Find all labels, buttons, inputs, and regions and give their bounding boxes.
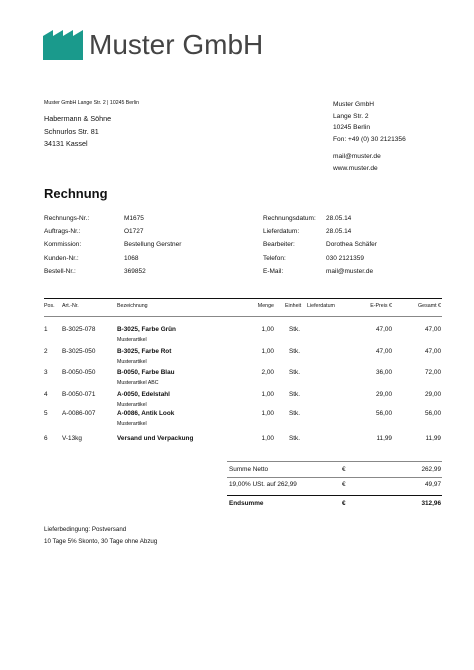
customer-number: 1068	[124, 254, 139, 262]
cell-description: B-3025, Farbe Rot	[117, 348, 172, 355]
meta-left-values	[124, 212, 181, 278]
cell-unit-price: 36,00	[376, 369, 392, 376]
totals-bottom-rule	[227, 495, 442, 496]
cell-quantity: 1,00	[261, 435, 274, 442]
cell-quantity: 2,00	[261, 369, 274, 376]
recipient-line: 34131 Kassel	[44, 139, 88, 148]
header-pos: Pos.	[44, 303, 55, 309]
cell-total: 56,00	[425, 410, 441, 417]
cell-unit: Stk.	[289, 391, 301, 398]
invoice-date: 28.05.14	[326, 215, 352, 222]
meta-label: Bearbeiter:	[263, 241, 295, 249]
cell-unit: Stk.	[289, 348, 301, 355]
tax-label: 19,00% USt. auf 262,99	[229, 481, 297, 488]
table-top-rule	[44, 298, 442, 299]
payment-terms: 10 Tage 5% Skonto, 30 Tage ohne Abzug	[44, 537, 158, 545]
cell-pos: 6	[44, 435, 48, 442]
company-phone: Fon: +49 (0) 30 2121356	[333, 136, 406, 144]
order-number: O1727	[124, 228, 144, 236]
cell-unit-price: 29,00	[376, 391, 392, 398]
company-address-line: Lange Str. 2	[333, 112, 369, 120]
cell-total: 72,00	[425, 369, 441, 376]
company-logo	[43, 29, 264, 65]
cell-quantity: 1,00	[261, 326, 274, 333]
meta-label: Lieferdatum:	[263, 228, 300, 236]
gross-currency: €	[342, 500, 346, 507]
cell-article-number: B-0050-050	[62, 369, 96, 376]
meta-label: Rechnungsdatum:	[263, 215, 316, 222]
cell-total: 11,99	[425, 435, 441, 442]
meta-right-labels	[263, 212, 316, 278]
company-address	[333, 99, 406, 174]
cell-pos: 3	[44, 369, 48, 376]
clerk: Dorothea Schäfer	[326, 241, 377, 249]
meta-label: Kommission:	[44, 241, 82, 249]
company-email: mail@muster.de	[333, 152, 381, 160]
sender-line: Muster GmbH Lange Str. 2 | 10245 Berlin	[44, 100, 140, 106]
header-total: Gesamt €	[418, 303, 441, 309]
delivery-date: 28.05.14	[326, 228, 352, 236]
meta-label: Kunden-Nr.:	[44, 254, 79, 262]
meta-left-labels	[44, 212, 89, 278]
cell-unit: Stk.	[289, 435, 301, 442]
phone: 030 2121359	[326, 254, 364, 262]
invoice-number: M1675	[124, 215, 144, 222]
totals-rule	[227, 477, 442, 478]
recipient-line: Schnurlos Str. 81	[44, 126, 99, 136]
net-label: Summe Netto	[229, 466, 269, 473]
meta-label: Rechnungs-Nr.:	[44, 215, 90, 222]
header-unit-price: E-Preis €	[370, 303, 392, 309]
delivery-terms: Lieferbedingung: Postversand	[44, 526, 127, 533]
cell-quantity: 1,00	[261, 348, 274, 355]
cell-unit-price: 56,00	[376, 410, 392, 417]
recipient-line: Habermann & Söhne	[44, 114, 112, 123]
meta-label: Telefon:	[263, 254, 286, 262]
email: mail@muster.de	[326, 267, 374, 275]
cell-article-number: B-0050-071	[62, 391, 96, 398]
cell-quantity: 1,00	[261, 410, 274, 417]
gross-value: 312,96	[421, 500, 441, 507]
cell-description: A-0086, Antik Look	[117, 410, 175, 417]
cell-description-sub: Musterartikel	[117, 337, 147, 343]
meta-right-values	[326, 212, 377, 278]
cell-description-sub: Musterartikel	[117, 359, 147, 365]
cell-unit-price: 11,99	[376, 435, 392, 442]
tax-currency: €	[342, 481, 346, 488]
company-website: www.muster.de	[333, 164, 378, 172]
cell-description-sub: Musterartikel ABC	[117, 380, 159, 386]
factory-icon	[43, 30, 83, 60]
table-header-rule	[44, 316, 442, 317]
tax-value: 49,97	[425, 481, 441, 488]
meta-label: Auftrags-Nr.:	[44, 228, 81, 236]
cell-pos: 4	[44, 391, 48, 398]
cell-description: Versand und Verpackung	[117, 435, 194, 442]
header-unit: Einheit	[285, 303, 302, 309]
document-title: Rechnung	[44, 186, 108, 201]
cell-article-number: V-13kg	[62, 435, 82, 442]
cell-description: A-0050, Edelstahl	[117, 391, 170, 398]
company-address-line: Muster GmbH	[333, 101, 375, 108]
net-value: 262,99	[421, 466, 441, 473]
meta-label: Bestell-Nr.:	[44, 267, 76, 275]
company-name-logo: Muster GmbH	[89, 29, 264, 60]
gross-label: Endsumme	[229, 500, 264, 507]
cell-unit: Stk.	[289, 369, 301, 376]
purchase-order-number: 369852	[124, 267, 146, 275]
cell-unit: Stk.	[289, 410, 301, 417]
totals-top-rule	[227, 461, 442, 462]
company-address-line: 10245 Berlin	[333, 124, 371, 132]
cell-unit: Stk.	[289, 326, 301, 333]
cell-unit-price: 47,00	[376, 326, 392, 333]
header-description: Bezeichnung	[117, 303, 148, 309]
recipient-address	[44, 113, 111, 151]
cell-total: 47,00	[425, 326, 441, 333]
cell-pos: 2	[44, 348, 48, 355]
cell-pos: 1	[44, 326, 48, 333]
commission: Bestellung Gerstner	[124, 241, 182, 249]
cell-article-number: B-3025-078	[62, 326, 96, 333]
cell-article-number: B-3025-050	[62, 348, 96, 355]
footer-terms	[44, 524, 157, 547]
header-delivery-date: Lieferdatum	[307, 303, 335, 309]
cell-pos: 5	[44, 410, 48, 417]
cell-total: 29,00	[425, 391, 441, 398]
cell-description: B-0050, Farbe Blau	[117, 369, 175, 376]
header-article-number: Art.-Nr.	[62, 303, 79, 309]
meta-label: E-Mail:	[263, 267, 284, 275]
header-quantity: Menge	[257, 303, 274, 309]
cell-quantity: 1,00	[261, 391, 274, 398]
cell-description-sub: Musterartikel	[117, 421, 147, 427]
cell-article-number: A-0086-007	[62, 410, 96, 417]
net-currency: €	[342, 466, 346, 473]
cell-description: B-3025, Farbe Grün	[117, 326, 176, 333]
cell-total: 47,00	[425, 348, 441, 355]
cell-description-sub: Musterartikel	[117, 402, 147, 408]
cell-unit-price: 47,00	[376, 348, 392, 355]
